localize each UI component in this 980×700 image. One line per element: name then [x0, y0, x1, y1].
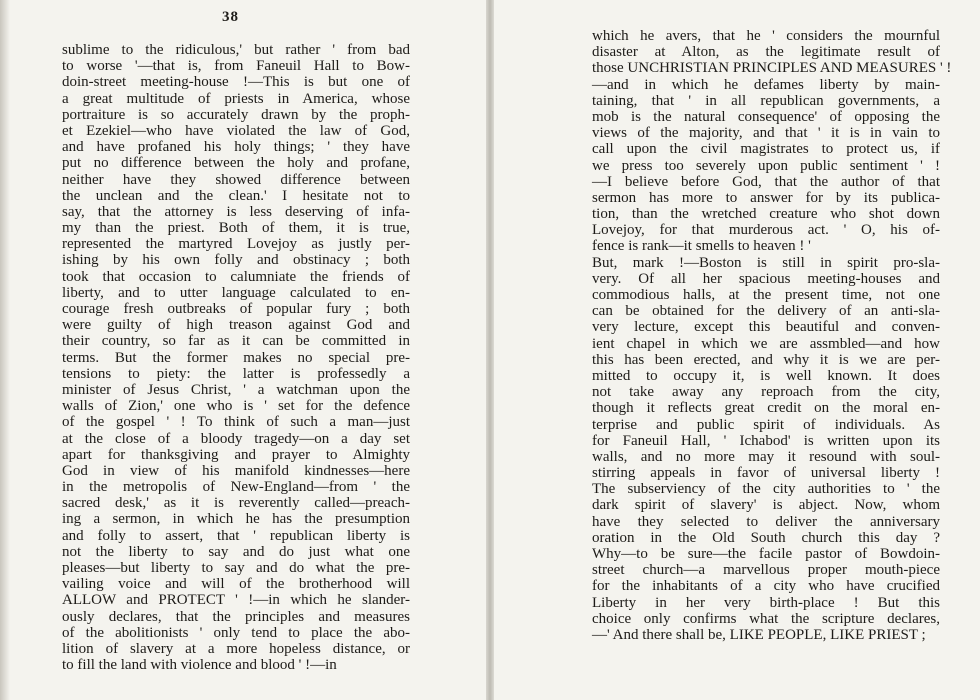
text-line: —' And there shall be, LIKE PEOPLE, LIKE PRIEST ;: [592, 626, 926, 643]
text-line: sermon has more to answer for by its publica-: [592, 189, 940, 206]
text-line: put no difference between the holy and profane,: [62, 155, 410, 172]
text-line: were guilty of high treason against God and: [62, 317, 410, 334]
text-line: of the gospel ' ! To think of such a man—just: [62, 414, 410, 431]
text-line: dark spirit of slavery' is abject. Now, whom: [592, 497, 940, 514]
text-line: pleases—but liberty to say and do what the pre-: [62, 560, 410, 576]
text-line: minister of Jesus Christ, ' a watchman upon the: [62, 381, 410, 398]
page-number: 38: [222, 9, 239, 25]
text-line: those UNCHRISTIAN PRINCIPLES AND MEASURES ' !: [592, 60, 952, 77]
text-line: can be obtained for the delivery of an anti-sla-: [592, 303, 940, 320]
text-line: have they selected to deliver the anniversary: [592, 513, 940, 530]
text-line: their country, so far as it can be committed in: [62, 333, 410, 350]
text-line: neither have they showed difference between: [62, 171, 410, 188]
text-line: we press too severely upon public sentiment ' !: [592, 157, 940, 174]
text-line: to worse '—that is, from Faneuil Hall to Bow-: [62, 58, 410, 75]
text-line: choice only confirms what the scripture declares,: [592, 610, 940, 627]
text-line: for the inhabitants of a city who have crucified: [592, 578, 940, 595]
text-line: for Faneuil Hall, ' Ichabod' is written upon its: [592, 432, 940, 449]
left-page: [0, 0, 488, 700]
text-line: ing a sermon, in which he has the presumption: [62, 511, 410, 528]
text-line: walls of Zion,' one who is ' set for the defence: [62, 398, 410, 415]
text-line: ishing by his own folly and obstinacy ; both: [62, 252, 410, 269]
text-line: and have profaned his holy things; ' they have: [62, 139, 410, 156]
text-line: tensions to piety: the latter is professedly a: [62, 365, 410, 382]
text-line: But, mark !—Boston is still in spirit pro-sla-: [592, 254, 940, 271]
text-line: though it reflects great credit on the moral en-: [592, 400, 940, 417]
text-line: call upon the civil magistrates to protect us, if: [592, 141, 940, 158]
text-line: mitted to occupy it, is well known. It does: [592, 367, 940, 384]
text-line: walls, and no more may it resound with soul-: [592, 448, 940, 465]
text-line: —and in which he defames liberty by main-: [592, 76, 940, 93]
text-line: courage fresh outbreaks of popular fury ; both: [62, 301, 410, 317]
text-line: lition of slavery at a more hopeless distance, or: [62, 640, 410, 657]
text-line: the unclean and the clean.' I hesitate not to: [62, 187, 410, 204]
right-text-column: [592, 28, 952, 643]
text-line: Why—to be sure—the facile pastor of Bowdoin-: [592, 546, 940, 562]
text-line: which he avers, that he ' considers the mournful: [592, 28, 940, 44]
text-line: terprise and public spirit of individuals. As: [592, 416, 940, 433]
text-line: portraiture is so accurately drawn by the proph-: [62, 106, 410, 123]
left-text-column: [62, 42, 410, 673]
text-line: views of the majority, and that ' it is in vain to: [592, 125, 940, 142]
text-line: apart for thanksgiving and prayer to Almighty: [62, 446, 410, 463]
text-line: terms. But the former makes no special pre-: [62, 349, 410, 366]
text-line: represented the martyred Lovejoy as justly per-: [62, 236, 410, 253]
text-line: disaster at Alton, as the legitimate result of: [592, 44, 940, 61]
text-line: God in view of his manifold kindnesses—here: [62, 462, 410, 479]
text-line: commodious halls, at the present time, not one: [592, 287, 940, 303]
text-line: very lecture, except this beautiful and conven-: [592, 319, 940, 336]
text-line: ient chapel in which we are assmbled—and how: [592, 335, 940, 352]
text-line: stirring appeals in favor of universal liberty !: [592, 465, 940, 482]
text-line: oration in the Old South church this day ?: [592, 529, 940, 546]
text-line: at the close of a bloody tragedy—on a day set: [62, 430, 410, 447]
text-line: very. Of all her spacious meeting-houses and: [592, 270, 940, 287]
text-line: fence is rank—it smells to heaven ! ': [592, 238, 811, 255]
text-line: my than the priest. Both of them, it is true,: [62, 220, 410, 237]
text-line: in the metropolis of New-England—from ' the: [62, 479, 410, 496]
text-line: sacred desk,' as it is reverently called—preach-: [62, 495, 410, 512]
text-line: Lovejoy, for that murderous act. ' O, his of-: [592, 222, 940, 239]
text-line: sublime to the ridiculous,' but rather ' from bad: [62, 42, 410, 58]
text-line: tion, than the wretched creature who shot down: [592, 206, 940, 223]
text-line: taining, that ' in all republican governments, a: [592, 92, 940, 109]
text-line: The subserviency of the city authorities to ' the: [592, 481, 940, 498]
text-line: and folly to assert, that ' republican liberty is: [62, 527, 410, 544]
text-line: a great multitude of priests in America, whose: [62, 90, 410, 107]
text-line: this has been erected, and why it is we are per-: [592, 351, 940, 368]
text-line: liberty, and to utter language calculated to en-: [62, 284, 410, 301]
text-line: to fill the land with violence and blood ' !—in: [62, 657, 337, 674]
text-line: Liberty in her very birth-place ! But this: [592, 594, 940, 611]
text-line: doin-street meeting-house !—This is but one of: [62, 74, 410, 91]
right-page: [492, 0, 980, 700]
text-line: not take away any reproach from the city,: [592, 384, 940, 401]
text-line: street church—a marvellous proper mouth-piece: [592, 562, 940, 579]
text-line: of the abolitionists ' only tend to place the abo-: [62, 624, 410, 641]
text-line: mob is the natural consequence' of opposing the: [592, 108, 940, 125]
text-line: et Ezekiel—who have violated the law of God,: [62, 122, 410, 139]
text-line: ALLOW and PROTECT ' !—in which he slander-: [62, 592, 410, 609]
text-line: not the liberty to say and do just what one: [62, 543, 410, 560]
text-line: vailing voice and will of the brotherhood will: [62, 576, 410, 593]
text-line: took that occasion to calumniate the friends of: [62, 268, 410, 285]
text-line: —I believe before God, that the author of that: [592, 173, 940, 190]
text-line: say, that the attorney is less deserving of infa-: [62, 203, 410, 220]
text-line: ously declares, that the principles and measures: [62, 608, 410, 625]
